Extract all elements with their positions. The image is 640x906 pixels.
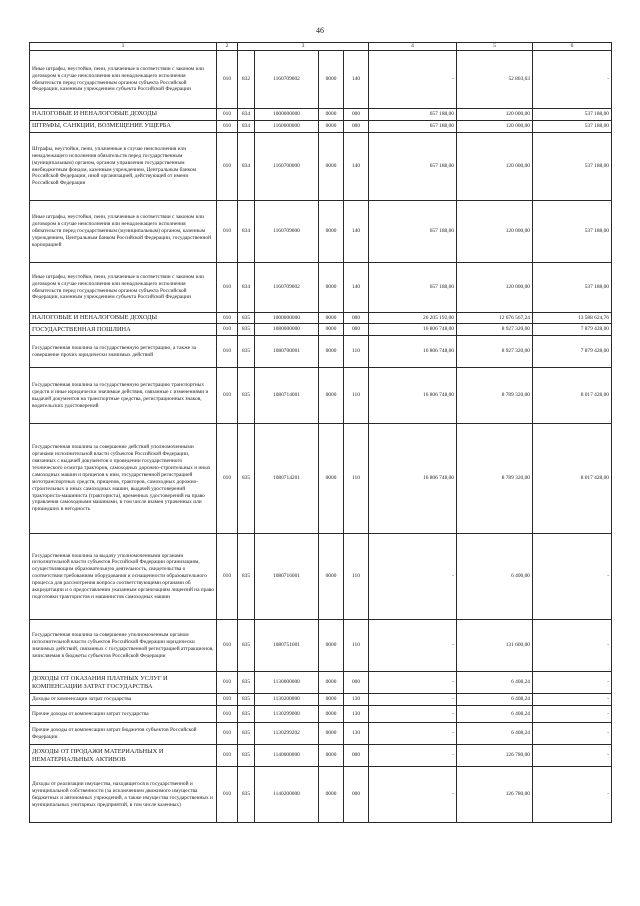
row-value-col5: 8 927 320,00 <box>457 336 533 368</box>
row-value-col5: 6 408,24 <box>457 706 533 723</box>
row-code-d: 0000 <box>319 534 344 620</box>
row-code-b: 832 <box>238 51 255 109</box>
row-code-a: 010 <box>217 672 238 694</box>
row-value-col6: 537 188,00 <box>533 133 612 201</box>
revenue-table <box>29 42 612 823</box>
row-code-d: 0000 <box>319 723 344 745</box>
table-row <box>30 51 612 109</box>
row-code-a: 010 <box>217 745 238 767</box>
table-row <box>30 313 612 324</box>
row-code-main: 1160709002 <box>255 51 319 109</box>
row-code-a: 010 <box>217 368 238 424</box>
page-number: 46 <box>316 26 324 35</box>
row-name: ГОСУДАРСТВЕННАЯ ПОШЛИНА <box>30 324 217 336</box>
row-value-col6: 8 017 428,00 <box>533 368 612 424</box>
table-row <box>30 368 612 424</box>
row-value-col6: 7 879 428,00 <box>533 336 612 368</box>
table-row <box>30 534 612 620</box>
row-value-col4: 16 806 748,00 <box>369 368 457 424</box>
row-code-main: 1130299202 <box>255 723 319 745</box>
row-value-col4: 16 806 748,00 <box>369 424 457 534</box>
row-code-main: 1160709002 <box>255 263 319 313</box>
row-code-d: 0000 <box>319 336 344 368</box>
row-code-d: 0000 <box>319 694 344 706</box>
row-code-main: 1080000000 <box>255 324 319 336</box>
column-number-row <box>30 43 612 51</box>
row-name: Штрафы, неустойки, пени, уплаченные в случае неисполнения или ненадлежащего исполнения обязательств перед государственным (муниципальным) органом, органом управления государственным внебюджетным фондом, казенным учреждением, Центральным банком Российской Федерации, иной организацией, действующей от имени Российской Федерации <box>30 133 217 201</box>
row-code-e: 000 <box>344 324 369 336</box>
row-code-main: 1000000000 <box>255 109 319 121</box>
row-value-col5: 8 927 320,00 <box>457 324 533 336</box>
row-code-e: 000 <box>344 121 369 133</box>
row-code-e: 110 <box>344 620 369 672</box>
row-value-col6: - <box>533 694 612 706</box>
table-row <box>30 133 612 201</box>
table-row <box>30 109 612 121</box>
row-name: Государственная пошлина за государственную регистрацию транспортных средств и иные юридически значимые действия, связанные с изменениями и выдачей документов на транспортные средства, регистрационных знаков, водительских удостоверений <box>30 368 217 424</box>
row-value-col5: 6 408,24 <box>457 694 533 706</box>
row-code-e: 000 <box>344 672 369 694</box>
row-code-main: 1160000000 <box>255 121 319 133</box>
row-name: Государственная пошлина за совершение действий уполномоченными органами исполнительной власти субъектов Российской Федерации, связанных с выдачей документов о проведении государственного технического осмотра тракторов, самоходных дорожно-строительных и иных самоходных машин и прицепов к ним, государственной регистрацией мототранспортных средств, прицепов, тракторов, самоходных дорожно-строительных и иных самоходных машин, выдачей удостоверений тракториста-машиниста (тракториста), временных удостоверений на право управления самоходными машинами, в том числе взамен утраченных или пришедших в негодность <box>30 424 217 534</box>
row-code-main: 1080700001 <box>255 336 319 368</box>
table-row <box>30 424 612 534</box>
row-code-main: 1140000000 <box>255 745 319 767</box>
row-value-col5: 8 789 320,00 <box>457 368 533 424</box>
row-code-d: 0000 <box>319 424 344 534</box>
row-code-b: 835 <box>238 324 255 336</box>
row-code-b: 835 <box>238 424 255 534</box>
row-code-e: 000 <box>344 109 369 121</box>
row-name: Государственная пошлина за выдачу уполномоченными органами исполнительной власти субъектов Российской Федерации организациям, осуществляющим образовательную деятельность, свидетельства о соответствии требованиям оборудования и оснащенности образовательного процесса для рассмотрения вопроса соответствующими органами об аккредитации и о предоставлении указанным организациям лицензий на право подготовки трактористов и машинистов самоходных машин <box>30 534 217 620</box>
row-value-col6: 537 188,00 <box>533 263 612 313</box>
row-value-col6: - <box>533 767 612 823</box>
row-code-b: 834 <box>238 263 255 313</box>
row-code-a: 010 <box>217 263 238 313</box>
row-code-main: 1080714001 <box>255 368 319 424</box>
row-value-col4: 657 188,00 <box>369 121 457 133</box>
row-value-col4: - <box>369 767 457 823</box>
row-code-d: 0000 <box>319 313 344 324</box>
row-value-col4: - <box>369 51 457 109</box>
row-code-a: 010 <box>217 109 238 121</box>
row-code-e: 140 <box>344 133 369 201</box>
row-value-col4: - <box>369 723 457 745</box>
row-code-a: 010 <box>217 336 238 368</box>
row-value-col5: 120 000,00 <box>457 109 533 121</box>
table-row <box>30 620 612 672</box>
row-value-col5: 8 789 320,00 <box>457 424 533 534</box>
row-code-b: 834 <box>238 133 255 201</box>
row-value-col6: - <box>533 672 612 694</box>
row-code-main: 1080716001 <box>255 534 319 620</box>
row-code-main: 1140200000 <box>255 767 319 823</box>
row-code-b: 835 <box>238 745 255 767</box>
row-name: Государственная пошлина за государственную регистрацию, а также за совершение прочих юридически значимых действий <box>30 336 217 368</box>
row-code-e: 130 <box>344 694 369 706</box>
row-code-e: 110 <box>344 534 369 620</box>
row-code-b: 834 <box>238 201 255 263</box>
row-code-e: 140 <box>344 51 369 109</box>
table-row <box>30 767 612 823</box>
row-name: ДОХОДЫ ОТ ПРОДАЖИ МАТЕРИАЛЬНЫХ И НЕМАТЕРИАЛЬНЫХ АКТИВОВ <box>30 745 217 767</box>
row-value-col6: - <box>533 745 612 767</box>
row-code-d: 0000 <box>319 767 344 823</box>
row-code-d: 0000 <box>319 201 344 263</box>
row-code-b: 835 <box>238 767 255 823</box>
row-value-col4: 657 188,00 <box>369 133 457 201</box>
table-row <box>30 324 612 336</box>
row-value-col6: - <box>533 51 612 109</box>
row-name: Прочие доходы от компенсации затрат государства <box>30 706 217 723</box>
row-code-a: 010 <box>217 767 238 823</box>
row-code-main: 1130299000 <box>255 706 319 723</box>
row-value-col4: 657 188,00 <box>369 201 457 263</box>
row-name: Иные штрафы, неустойки, пени, уплаченные в соответствии с законом или договором в случае неисполнения или ненадлежащего исполнения обязательств перед государственным органом субъекта Российской Федерации, казенным учреждением субъекта Российской Федерации <box>30 263 217 313</box>
row-value-col6: - <box>533 706 612 723</box>
row-value-col4: - <box>369 745 457 767</box>
row-code-main: 1080751001 <box>255 620 319 672</box>
row-code-d: 0000 <box>319 672 344 694</box>
row-code-a: 010 <box>217 620 238 672</box>
row-name: Государственная пошлина за совершение уполномоченным органом исполнительной власти субъектов Российской Федерации юридически значимых действий, связанных с государственной регистрацией аттракционов, зачисляемая в бюджеты субъектов Российской Федерации <box>30 620 217 672</box>
row-name: НАЛОГОВЫЕ И НЕНАЛОГОВЫЕ ДОХОДЫ <box>30 313 217 324</box>
row-value-col5: 131 600,00 <box>457 620 533 672</box>
row-code-d: 0000 <box>319 620 344 672</box>
row-value-col6: 537 188,00 <box>533 201 612 263</box>
table-row <box>30 745 612 767</box>
row-value-col6: - <box>533 723 612 745</box>
row-name: Доходы от компенсации затрат государства <box>30 694 217 706</box>
row-code-d: 0000 <box>319 263 344 313</box>
row-code-e: 130 <box>344 706 369 723</box>
table-row <box>30 201 612 263</box>
column-header: 5 <box>457 43 533 51</box>
row-value-col6: 8 017 428,00 <box>533 424 612 534</box>
row-code-main: 1130000000 <box>255 672 319 694</box>
row-code-b: 835 <box>238 672 255 694</box>
row-code-d: 0000 <box>319 51 344 109</box>
row-code-a: 010 <box>217 324 238 336</box>
row-code-e: 110 <box>344 424 369 534</box>
row-value-col5: 120 000,00 <box>457 263 533 313</box>
column-header: 2 <box>217 43 238 51</box>
row-code-a: 010 <box>217 51 238 109</box>
row-code-main: 1080714201 <box>255 424 319 534</box>
row-code-main: 1160700000 <box>255 133 319 201</box>
row-name: Иные штрафы, неустойки, пени, уплаченные в соответствии с законом или договором в случае неисполнения или ненадлежащего исполнения обязательств перед государственным органом субъекта Российской Федерации, казенным учреждением субъекта Российской Федерации <box>30 51 217 109</box>
row-name: Доходы от реализации имущества, находящегося в государственной и муниципальной собственности (за исключением движимого имущества бюджетных и автономных учреждений, а также имущества государственных и муниципальных унитарных предприятий, в том числе казенных) <box>30 767 217 823</box>
row-value-col4: - <box>369 706 457 723</box>
row-value-col4: - <box>369 534 457 620</box>
row-code-b: 835 <box>238 694 255 706</box>
row-code-e: 140 <box>344 201 369 263</box>
row-code-e: 130 <box>344 723 369 745</box>
row-code-a: 010 <box>217 133 238 201</box>
row-code-b: 834 <box>238 121 255 133</box>
table-row <box>30 723 612 745</box>
row-value-col5: 126 780,00 <box>457 745 533 767</box>
column-header: 3 <box>238 43 369 51</box>
row-value-col5: 12 676 567,24 <box>457 313 533 324</box>
row-code-b: 835 <box>238 620 255 672</box>
row-code-e: 110 <box>344 368 369 424</box>
row-code-b: 835 <box>238 706 255 723</box>
table-row <box>30 706 612 723</box>
row-code-e: 110 <box>344 336 369 368</box>
row-value-col5: 126 780,00 <box>457 767 533 823</box>
row-code-e: 000 <box>344 767 369 823</box>
row-code-b: 835 <box>238 534 255 620</box>
row-value-col6: - <box>533 534 612 620</box>
row-code-a: 010 <box>217 534 238 620</box>
row-value-col5: 120 000,00 <box>457 121 533 133</box>
row-code-a: 010 <box>217 706 238 723</box>
row-code-a: 010 <box>217 424 238 534</box>
row-code-d: 0000 <box>319 133 344 201</box>
row-name: Иные штрафы, неустойки, пени, уплаченные в соответствии с законом или договором в случае неисполнения или ненадлежащего исполнения обязательств перед государственным (муниципальным) органом, казенным учреждением, Центральным банком Российской Федерации, государственной корпорацией <box>30 201 217 263</box>
column-header: 4 <box>369 43 457 51</box>
row-value-col5: 120 000,00 <box>457 201 533 263</box>
table-row <box>30 694 612 706</box>
row-code-b: 835 <box>238 368 255 424</box>
table-row <box>30 121 612 133</box>
row-value-col4: 657 188,00 <box>369 263 457 313</box>
row-code-d: 0000 <box>319 706 344 723</box>
column-header: 6 <box>533 43 612 51</box>
row-name: НАЛОГОВЫЕ И НЕНАЛОГОВЫЕ ДОХОДЫ <box>30 109 217 121</box>
row-value-col6: 537 188,00 <box>533 109 612 121</box>
row-value-col4: - <box>369 620 457 672</box>
row-value-col4: 26 205 192,00 <box>369 313 457 324</box>
row-value-col6: - <box>533 620 612 672</box>
row-code-d: 0000 <box>319 368 344 424</box>
row-code-a: 010 <box>217 723 238 745</box>
row-code-e: 140 <box>344 263 369 313</box>
row-value-col5: 6 400,00 <box>457 534 533 620</box>
row-value-col4: 16 806 748,00 <box>369 324 457 336</box>
row-code-main: 1130200000 <box>255 694 319 706</box>
row-value-col5: 6 408,24 <box>457 672 533 694</box>
row-code-main: 1160709000 <box>255 201 319 263</box>
row-code-b: 834 <box>238 109 255 121</box>
row-value-col5: 6 408,24 <box>457 723 533 745</box>
row-code-b: 835 <box>238 723 255 745</box>
row-code-e: 000 <box>344 313 369 324</box>
row-value-col6: 13 588 624,76 <box>533 313 612 324</box>
row-value-col4: 657 188,00 <box>369 109 457 121</box>
row-value-col5: 52 803,63 <box>457 51 533 109</box>
row-code-e: 000 <box>344 745 369 767</box>
row-code-b: 835 <box>238 336 255 368</box>
row-value-col6: 537 188,00 <box>533 121 612 133</box>
row-code-a: 010 <box>217 313 238 324</box>
row-code-d: 0000 <box>319 121 344 133</box>
row-value-col4: - <box>369 672 457 694</box>
table-row <box>30 263 612 313</box>
row-code-a: 010 <box>217 121 238 133</box>
table-row <box>30 336 612 368</box>
row-name: ШТРАФЫ, САНКЦИИ, ВОЗМЕЩЕНИЕ УЩЕРБА <box>30 121 217 133</box>
row-code-d: 0000 <box>319 109 344 121</box>
row-value-col6: 7 879 428,00 <box>533 324 612 336</box>
row-code-d: 0000 <box>319 324 344 336</box>
row-code-d: 0000 <box>319 745 344 767</box>
row-name: Прочие доходы от компенсации затрат бюджетов субъектов Российской Федерации <box>30 723 217 745</box>
row-value-col4: - <box>369 694 457 706</box>
row-value-col5: 120 000,00 <box>457 133 533 201</box>
table-row <box>30 672 612 694</box>
row-code-a: 010 <box>217 201 238 263</box>
row-code-b: 835 <box>238 313 255 324</box>
row-code-main: 1000000000 <box>255 313 319 324</box>
row-code-a: 010 <box>217 694 238 706</box>
row-value-col4: 16 806 748,00 <box>369 336 457 368</box>
column-header: 1 <box>30 43 217 51</box>
row-name: ДОХОДЫ ОТ ОКАЗАНИЯ ПЛАТНЫХ УСЛУГ И КОМПЕНСАЦИИ ЗАТРАТ ГОСУДАРСТВА <box>30 672 217 694</box>
